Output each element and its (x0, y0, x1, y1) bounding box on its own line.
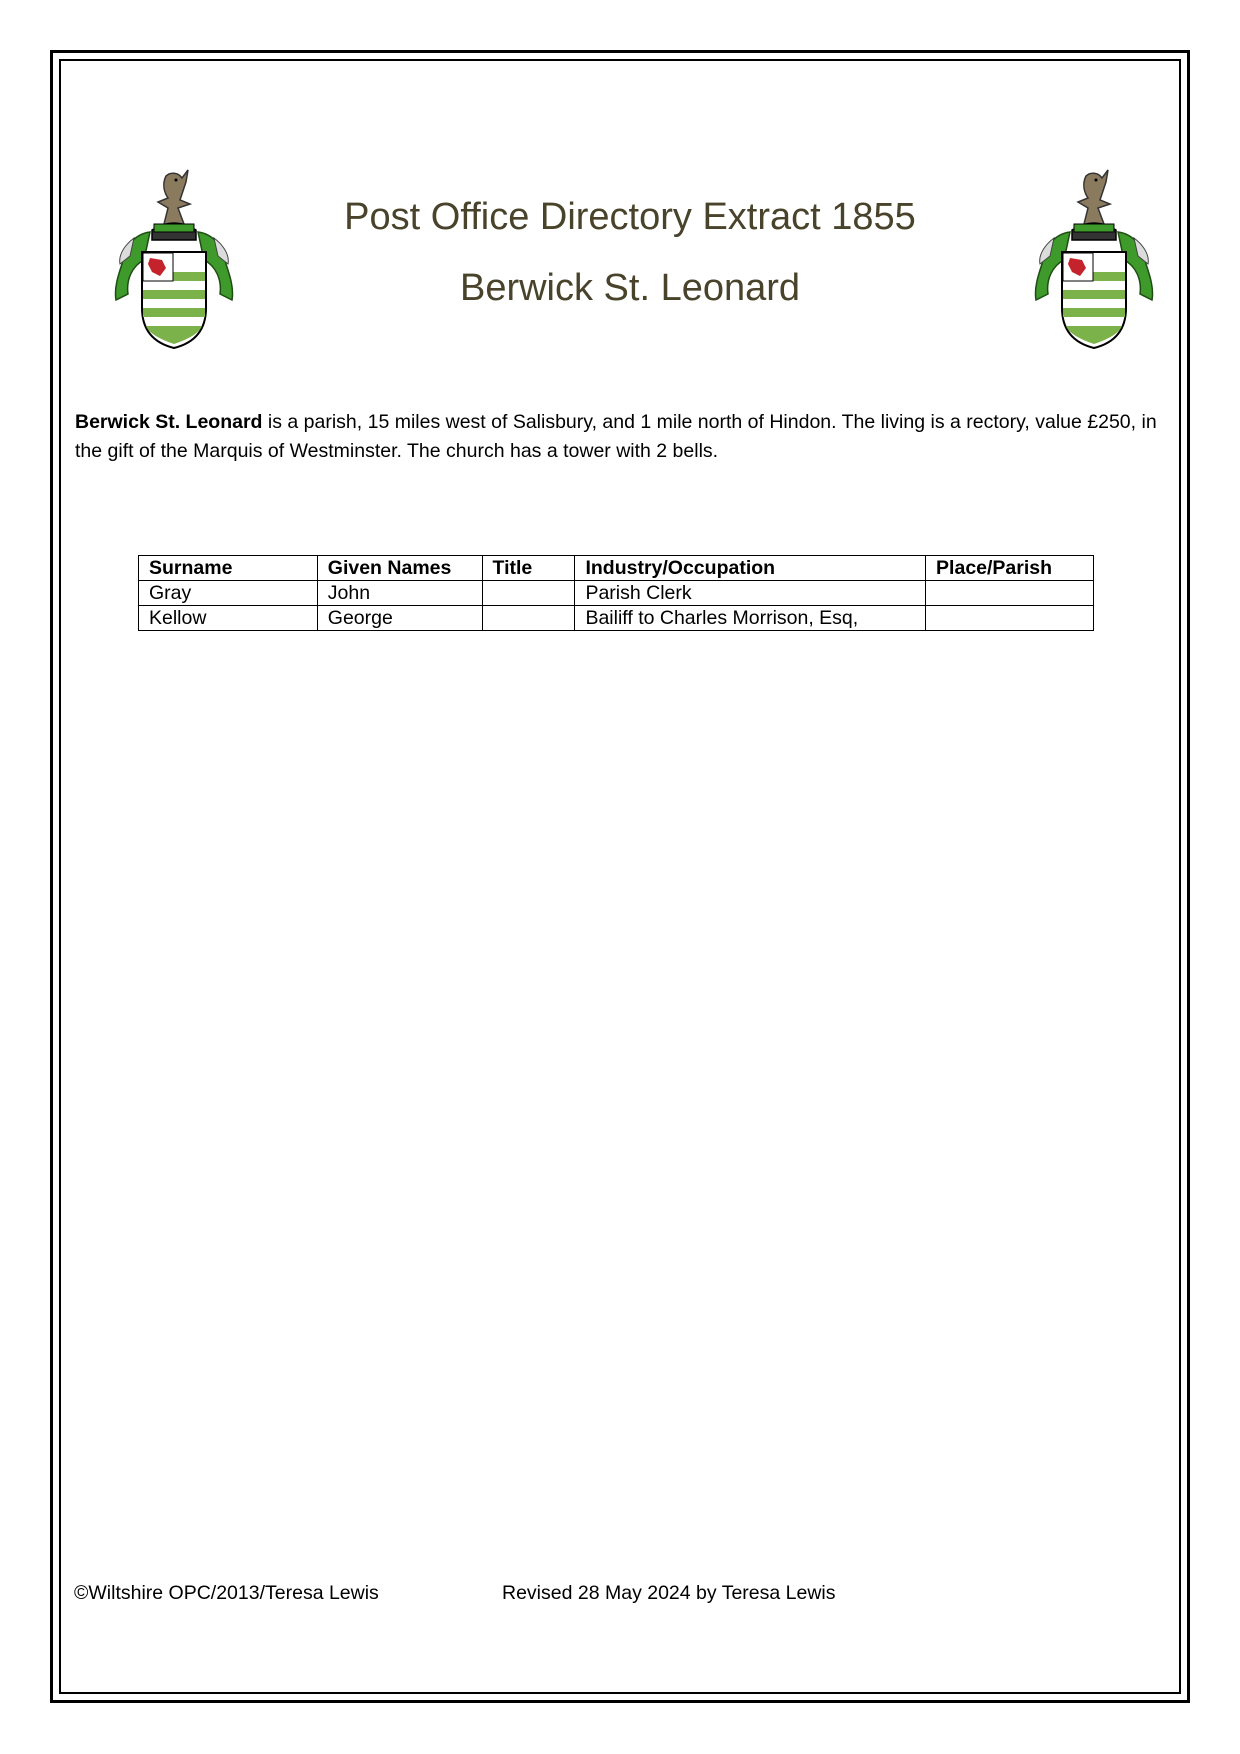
cell-occupation: Bailiff to Charles Morrison, Esq, (575, 606, 926, 631)
intro-paragraph (75, 408, 1175, 466)
header-occupation: Industry/Occupation (575, 556, 926, 581)
cell-place-parish (926, 581, 1094, 606)
cell-surname: Gray (139, 581, 318, 606)
page-title: Post Office Directory Extract 1855 (344, 196, 916, 238)
footer-copyright: ©Wiltshire OPC/2013/Teresa Lewis (74, 1582, 379, 1604)
cell-occupation: Parish Clerk (575, 581, 926, 606)
header-given-names: Given Names (317, 556, 482, 581)
cell-given-names: George (317, 606, 482, 631)
header-title: Title (482, 556, 575, 581)
header-place-parish: Place/Parish (926, 556, 1094, 581)
intro-text: is a parish, 15 miles west of Salisbury, and 1 mile north of Hindon. The living is a rectory, value £250, in the gift of the Marquis of Westminster. The church has a tower with 2 bells. (75, 411, 1157, 462)
table-header-row (139, 556, 1094, 581)
header-surname: Surname (139, 556, 318, 581)
cell-given-names: John (317, 581, 482, 606)
footer-revised: Revised 28 May 2024 by Teresa Lewis (502, 1582, 836, 1604)
cell-place-parish (926, 606, 1094, 631)
table-row (139, 581, 1094, 606)
intro-lead: Berwick St. Leonard (75, 411, 263, 433)
cell-surname: Kellow (139, 606, 318, 631)
cell-title (482, 606, 575, 631)
table-row (139, 606, 1094, 631)
directory-table (138, 555, 1094, 631)
page-subtitle: Berwick St. Leonard (459, 267, 801, 309)
cell-title (482, 581, 575, 606)
